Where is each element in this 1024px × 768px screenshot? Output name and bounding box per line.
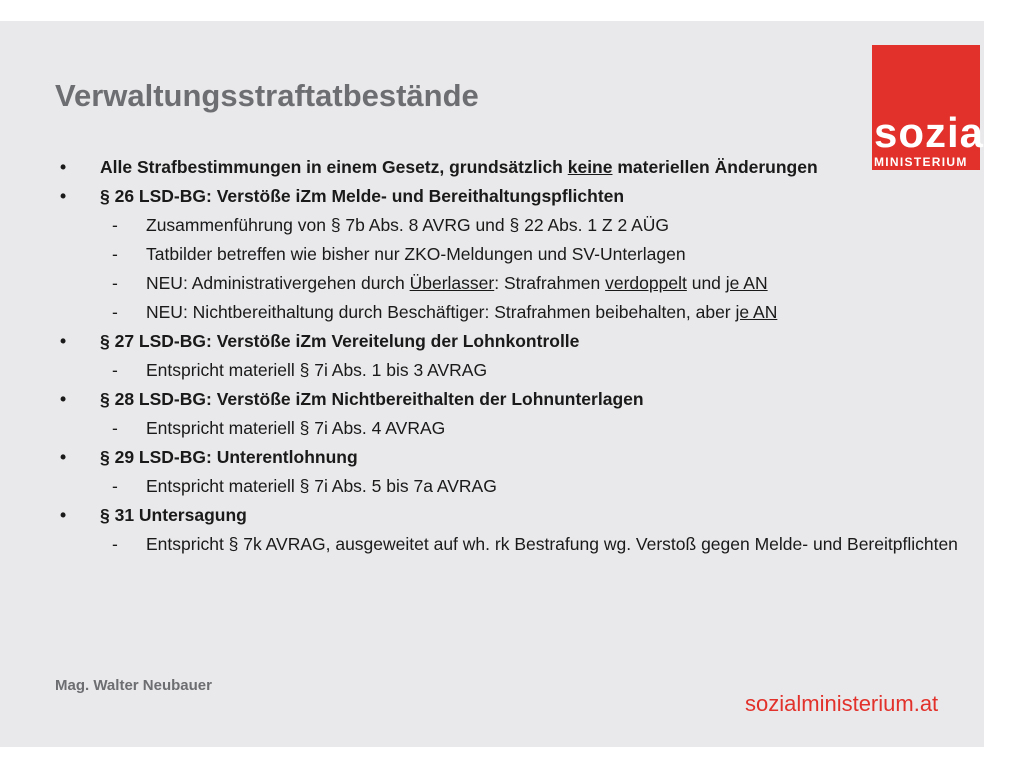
dash-marker: - bbox=[112, 273, 118, 293]
dash-marker: - bbox=[112, 534, 118, 554]
bullet-item-2: • § 26 LSD-BG: Verstöße iZm Melde- und Bereithaltungspflichten bbox=[60, 186, 625, 206]
sub-item: - Entspricht materiell § 7i Abs. 1 bis 3 AVRAG bbox=[112, 360, 488, 380]
underlined-keine: keine bbox=[567, 157, 613, 177]
author-name: Mag. Walter Neubauer bbox=[55, 677, 212, 694]
bullet-item-6: • § 31 Untersagung bbox=[60, 505, 247, 525]
underlined-je-an: je AN bbox=[725, 273, 768, 293]
sub-item: - NEU: Administrativergehen durch Überlasser: Strafrahmen verdoppelt und je AN bbox=[112, 273, 768, 293]
bullet-marker: • bbox=[60, 157, 67, 177]
bullet-list bbox=[60, 155, 960, 561]
dash-marker: - bbox=[112, 244, 118, 264]
bullet-item-4: • § 28 LSD-BG: Verstöße iZm Nichtbereithalten der Lohnunterlagen bbox=[60, 389, 644, 409]
dash-marker: - bbox=[112, 418, 118, 438]
dash-marker: - bbox=[112, 302, 118, 322]
bullet-item-3: • § 27 LSD-BG: Verstöße iZm Vereitelung der Lohnkontrolle bbox=[60, 331, 580, 351]
sub-item: - Tatbilder betreffen wie bisher nur ZKO-Meldungen und SV-Unterlagen bbox=[112, 244, 686, 264]
bullet-marker: • bbox=[60, 447, 67, 467]
logo-subword: MINISTERIUM bbox=[874, 155, 968, 169]
underlined-je-an: je AN bbox=[735, 302, 778, 322]
bullet-item-1: • Alle Strafbestimmungen in einem Gesetz, grundsätzlich keine materiellen Änderungen bbox=[60, 157, 818, 177]
underlined-ueberlasser: Überlasser bbox=[409, 273, 495, 293]
sub-item: - Entspricht materiell § 7i Abs. 5 bis 7a AVRAG bbox=[112, 476, 497, 496]
dash-marker: - bbox=[112, 476, 118, 496]
slide-title: Verwaltungsstraftatbestände bbox=[55, 78, 479, 113]
sub-item: - Zusammenführung von § 7b Abs. 8 AVRG und § 22 Abs. 1 Z 2 AÜG bbox=[112, 215, 670, 235]
logo-word: sozial bbox=[874, 109, 997, 156]
bullet-marker: • bbox=[60, 331, 67, 351]
bullet-marker: • bbox=[60, 186, 67, 206]
underlined-verdoppelt: verdoppelt bbox=[605, 273, 687, 293]
sub-item: - Entspricht materiell § 7i Abs. 4 AVRAG bbox=[112, 418, 446, 438]
bullet-marker: • bbox=[60, 505, 67, 525]
website-link[interactable]: sozialministerium.at bbox=[745, 691, 939, 716]
sozialministerium-logo bbox=[872, 45, 997, 170]
sub-item: - NEU: Nichtbereithaltung durch Beschäftiger: Strafrahmen beibehalten, aber je AN bbox=[112, 302, 778, 322]
bullet-marker: • bbox=[60, 389, 67, 409]
dash-marker: - bbox=[112, 215, 118, 235]
sub-item: - Entspricht § 7k AVRAG, ausgeweitet auf wh. rk Bestrafung wg. Verstoß gegen Melde- und Bereitpflichten bbox=[112, 534, 958, 554]
dash-marker: - bbox=[112, 360, 118, 380]
bullet-item-5: • § 29 LSD-BG: Unterentlohnung bbox=[60, 447, 358, 467]
